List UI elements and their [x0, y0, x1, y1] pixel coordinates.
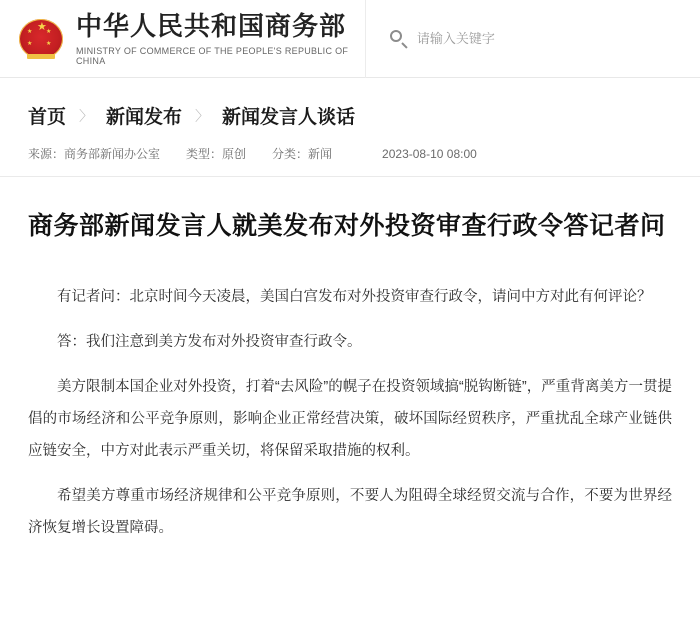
article-paragraph: 有记者问：北京时间今天凌晨，美国白宫发布对外投资审查行政令，请问中方对此有何评论？	[57, 289, 652, 305]
article-paragraph: 答：我们注意到美方发布对外投资审查行政令。	[57, 334, 362, 350]
article-meta	[0, 145, 700, 177]
breadcrumb-item-home[interactable]: 首页	[28, 107, 67, 128]
emblem-star-small-1: ★	[27, 28, 33, 35]
breadcrumb	[0, 78, 700, 145]
search-bar[interactable]	[365, 0, 700, 78]
article	[0, 207, 700, 544]
search-input[interactable]	[417, 31, 697, 46]
meta-source: 来源：商务部新闻办公室	[28, 147, 161, 161]
breadcrumb-item-spokesperson-remarks[interactable]: 新闻发言人谈话	[222, 107, 356, 128]
emblem-base	[27, 54, 55, 59]
article-paragraph: 希望美方尊重市场经济规律和公平竞争原则，不要人为阻碍全球经贸交流与合作，不要为世界经济恢复增长设置障碍。	[28, 488, 672, 536]
site-title-en: MINISTRY OF COMMERCE OF THE PEOPLE'S REPUBLIC OF CHINA	[76, 46, 349, 66]
search-icon[interactable]	[390, 30, 407, 47]
meta-category: 分类：新闻	[272, 147, 333, 161]
meta-date: 2023-08-10 08:00	[382, 146, 477, 161]
site-header	[0, 0, 700, 78]
article-paragraph: 美方限制本国企业对外投资，打着“去风险”的幌子在投资领域搞“脱钩断链”，严重背离美方一贯提倡的市场经济和公平竞争原则，影响企业正常经营决策，破坏国际经贸秩序，严重扰乱全球产业链供应链安全，中方对此表示严重关切，将保留采取措施的权利。	[28, 379, 672, 459]
site-title-cn: 中华人民共和国商务部	[76, 12, 347, 41]
emblem-star-large: ★	[37, 20, 47, 33]
emblem-star-small-3: ★	[27, 40, 33, 47]
national-emblem-icon	[18, 16, 64, 62]
emblem-star-small-2: ★	[46, 28, 52, 35]
breadcrumb-item-news-release[interactable]: 新闻发布	[106, 107, 183, 128]
breadcrumb-separator-1: 〉	[79, 109, 94, 125]
emblem-star-small-4: ★	[46, 40, 52, 47]
page-title: 商务部新闻发言人就美发布对外投资审查行政令答记者问	[28, 213, 666, 240]
article-body	[28, 281, 672, 544]
breadcrumb-separator-2: 〉	[195, 109, 210, 125]
site-title-block	[76, 11, 365, 66]
meta-type: 类型：原创	[186, 147, 247, 161]
